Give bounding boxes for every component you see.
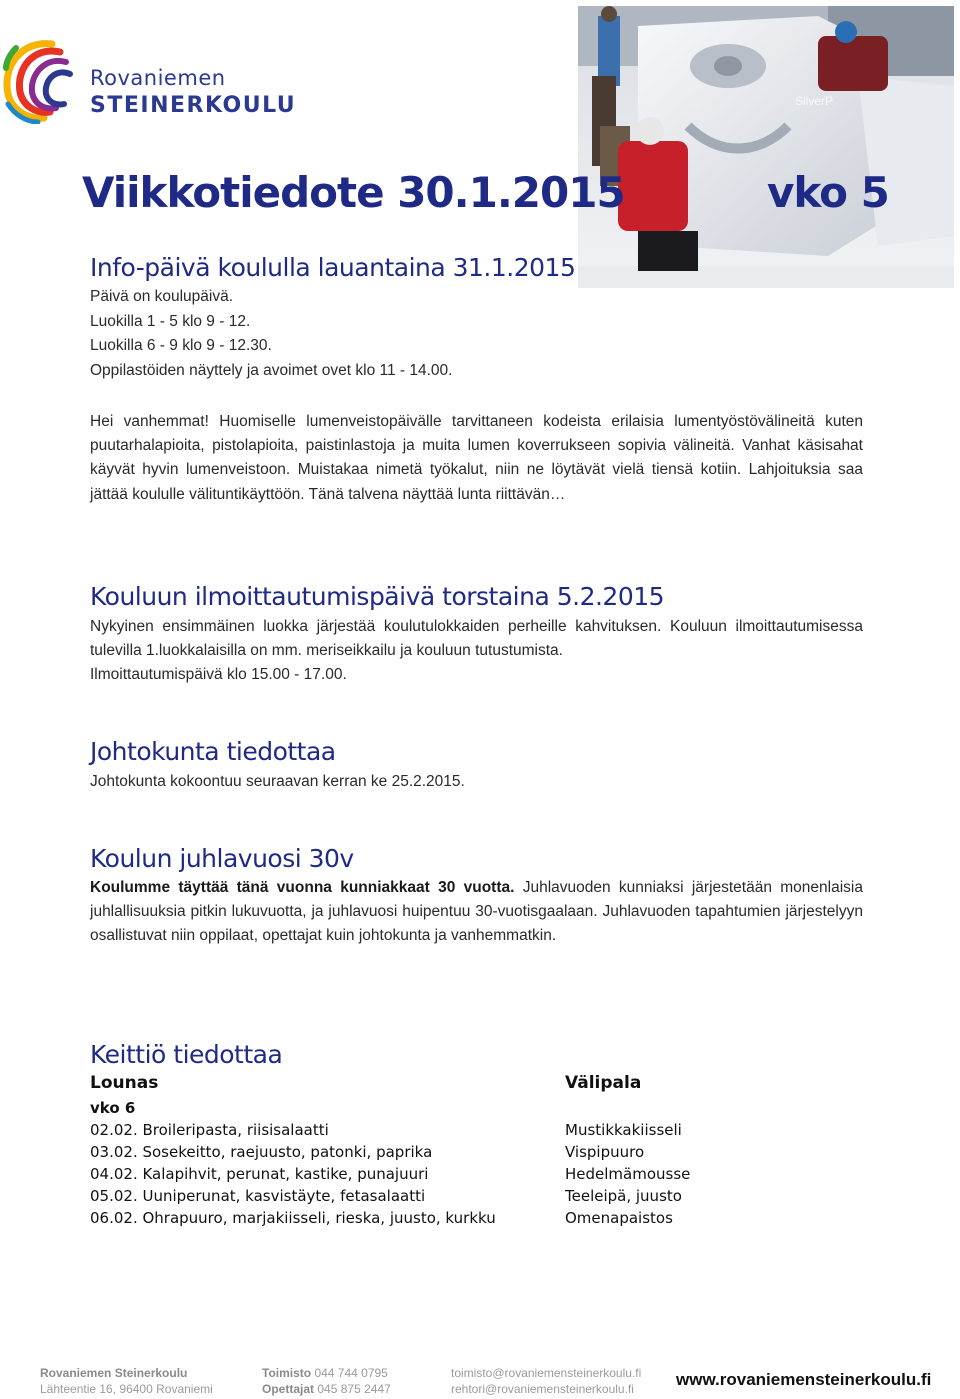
school-logo-icon xyxy=(2,38,76,124)
snack-item: Mustikkakiisseli xyxy=(565,1121,682,1139)
kitchen-heading: Keittiö tiedottaa xyxy=(90,1040,283,1069)
footer-email-office[interactable]: toimisto@rovaniemensteinerkoulu.fi xyxy=(451,1366,642,1380)
footer-address: Lähteentie 16, 96400 Rovaniemi xyxy=(40,1382,213,1396)
snack-item: Hedelmämousse xyxy=(565,1165,691,1183)
jubilee-text: Juhlavuoden kunniaksi järjestetään monenlaisia juhlallisuuksia pitkin lukuvuotta, ja juhlavuosi huipentuu 30-vuotisgaalaan. Juhlavuoden tapahtumien järjestelyyn osallistuvat niin oppilaat, opettajat kuin johtokunta ja vanhemmatkin. xyxy=(90,879,863,945)
footer-website-link[interactable]: www.rovaniemensteinerkoulu.fi xyxy=(676,1370,932,1389)
lunch-label: Lounas xyxy=(90,1073,159,1093)
jubilee-paragraph xyxy=(90,876,863,949)
info-line: Päivä on koulupäivä. xyxy=(90,288,234,305)
newsletter-title: Viikkotiedote 30.1.2015 xyxy=(82,168,625,217)
enrolment-heading: Kouluun ilmoittautumispäivä torstaina 5.2.2015 xyxy=(90,582,665,611)
info-line: Oppilastöiden näyttely ja avoimet ovet klo 11 - 14.00. xyxy=(90,362,453,379)
lunch-item: 03.02. Sosekeitto, raejuusto, patonki, paprika xyxy=(90,1143,433,1161)
week-number: vko 5 xyxy=(767,168,889,217)
footer-school-name: Rovaniemen Steinerkoulu xyxy=(40,1366,188,1380)
jubilee-heading: Koulun juhlavuosi 30v xyxy=(90,844,354,873)
snack-item: Teeleipä, juusto xyxy=(565,1187,682,1205)
lunch-item: 05.02. Uuniperunat, kasvistäyte, fetasalaatti xyxy=(90,1187,426,1205)
snack-label: Välipala xyxy=(565,1073,642,1093)
footer-office-phone: Toimisto 044 744 0795 xyxy=(262,1366,388,1380)
enrolment-paragraph: Nykyinen ensimmäinen luokka järjestää koulutulokkaiden perheille kahvituksen. Kouluun ilmoittautumisessa tulevilla 1.luokkalaisilla on mm. meriseikkailu ja kouluun tutustumista. xyxy=(90,618,863,660)
footer-teachers-phone: Opettajat 045 875 2447 xyxy=(262,1382,391,1396)
board-heading: Johtokunta tiedottaa xyxy=(90,737,336,766)
lunch-item: 06.02. Ohrapuuro, marjakiisseli, rieska, juusto, kurkku xyxy=(90,1209,496,1227)
lunch-item: 04.02. Kalapihvit, perunat, kastike, punajuuri xyxy=(90,1165,429,1183)
info-line: Luokilla 1 - 5 klo 9 - 12. xyxy=(90,313,251,330)
photo-watermark: SilverP xyxy=(795,94,834,108)
info-paragraph: Hei vanhemmat! Huomiselle lumenveistopäivälle tarvittaneen kodeista erilaisia lumentyöstövälineitä kuten puutarhalapioita, pistolapioita, paistinlastoja ja muita lumen koverrukseen sopivia välineitä. Vanhat käsisahat käyvät hyvin lumenveistoon. Muistakaa nimetä työkalut, niin ne löytävät vielä tiensä kotiin. Lahjoituksia saa jättää koululle välituntikäyttöön. Tänä talvena näyttää lunta riittävän… xyxy=(90,413,863,503)
board-text: Johtokunta kokoontuu seuraavan kerran ke 25.2.2015. xyxy=(90,773,465,790)
lunch-item: 02.02. Broileripasta, riisisalaatti xyxy=(90,1121,329,1139)
info-line: Luokilla 6 - 9 klo 9 - 12.30. xyxy=(90,337,272,354)
logo-text-line1: Rovaniemen xyxy=(90,66,226,90)
jubilee-bold-text: Koulumme täyttää tänä vuonna kunniakkaat 30 vuotta. xyxy=(90,879,515,896)
enrolment-time: Ilmoittautumispäivä klo 15.00 - 17.00. xyxy=(90,666,347,683)
info-day-heading: Info-päivä koululla lauantaina 31.1.2015 xyxy=(90,253,576,282)
snack-item: Vispipuuro xyxy=(565,1143,645,1161)
snow-sculpture-photo xyxy=(578,6,954,288)
logo-text-line2: STEINERKOULU xyxy=(90,93,297,118)
menu-week-label: vko 6 xyxy=(90,1099,136,1117)
footer-email-principal[interactable]: rehtori@rovaniemensteinerkoulu.fi xyxy=(451,1382,634,1396)
snack-item: Omenapaistos xyxy=(565,1209,673,1227)
